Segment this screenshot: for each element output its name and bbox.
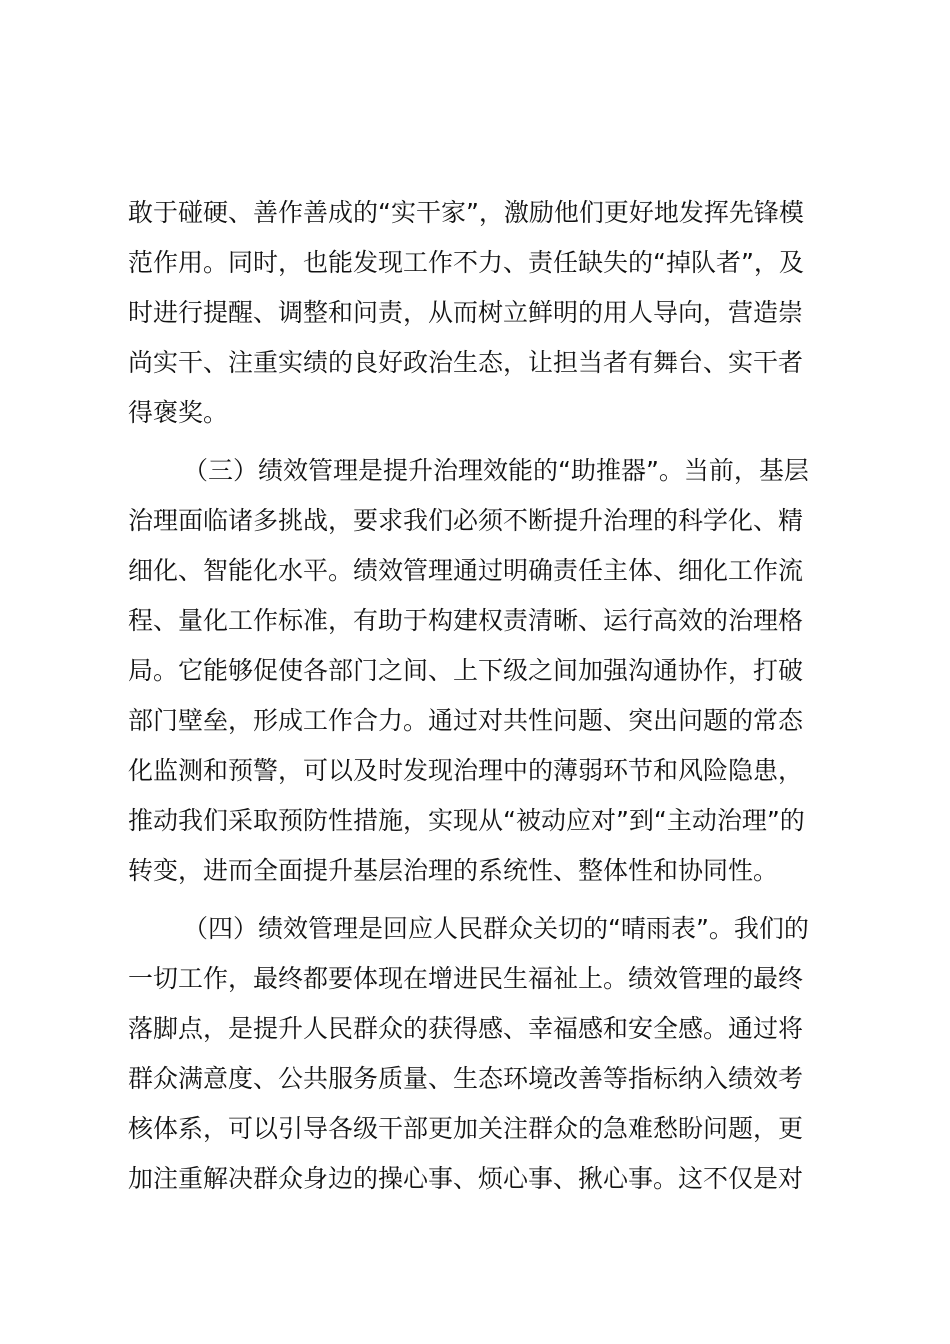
text-line: 部门壁垒，形成工作合力。通过对共性问题、突出问题的常态 — [128, 706, 804, 735]
text-line: 推动我们采取预防性措施，实现从“被动应对”到“主动治理”的 — [128, 806, 805, 835]
text-line: 化监测和预警，可以及时发现治理中的薄弱环节和风险隐患， — [128, 756, 804, 785]
text-line: 落脚点，是提升人民群众的获得感、幸福感和安全感。通过将 — [128, 1014, 804, 1043]
document-body — [128, 188, 828, 1204]
text-line: 治理面临诸多挑战，要求我们必须不断提升治理的科学化、精 — [128, 506, 804, 535]
text-line: 群众满意度、公共服务质量、生态环境改善等指标纳入绩效考 — [128, 1064, 804, 1093]
text-line: 细化、智能化水平。绩效管理通过明确责任主体、细化工作流 — [128, 556, 804, 585]
text-line: 尚实干、注重实绩的良好政治生态，让担当者有舞台、实干者 — [128, 348, 804, 377]
paragraph-continuation — [128, 188, 828, 438]
text-line-first: （三）绩效管理是提升治理效能的“助推器”。当前，基层 — [183, 456, 809, 485]
paragraph-spacer — [128, 438, 828, 446]
paragraph-spacer — [128, 896, 828, 904]
text-line: 加注重解决群众身边的操心事、烦心事、揪心事。这不仅是对 — [128, 1164, 804, 1193]
text-line: 范作用。同时，也能发现工作不力、责任缺失的“掉队者”，及 — [128, 248, 804, 277]
text-line: 时进行提醒、调整和问责，从而树立鲜明的用人导向，营造崇 — [128, 298, 804, 327]
text-line: 得褒奖。 — [128, 398, 229, 427]
text-line: 一切工作，最终都要体现在增进民生福祉上。绩效管理的最终 — [128, 964, 804, 993]
text-line: 局。它能够促使各部门之间、上下级之间加强沟通协作，打破 — [128, 656, 804, 685]
paragraph-section-four — [128, 904, 828, 1204]
text-line: 敢于碰硬、善作善成的“实干家”，激励他们更好地发挥先锋模 — [128, 198, 804, 227]
text-line: 程、量化工作标准，有助于构建权责清晰、运行高效的治理格 — [128, 606, 804, 635]
text-line: 核体系，可以引导各级干部更加关注群众的急难愁盼问题，更 — [128, 1114, 804, 1143]
paragraph-section-three — [128, 446, 828, 896]
text-line: 转变，进而全面提升基层治理的系统性、整体性和协同性。 — [128, 856, 779, 885]
text-line-first: （四）绩效管理是回应人民群众关切的“晴雨表”。我们的 — [183, 914, 809, 943]
